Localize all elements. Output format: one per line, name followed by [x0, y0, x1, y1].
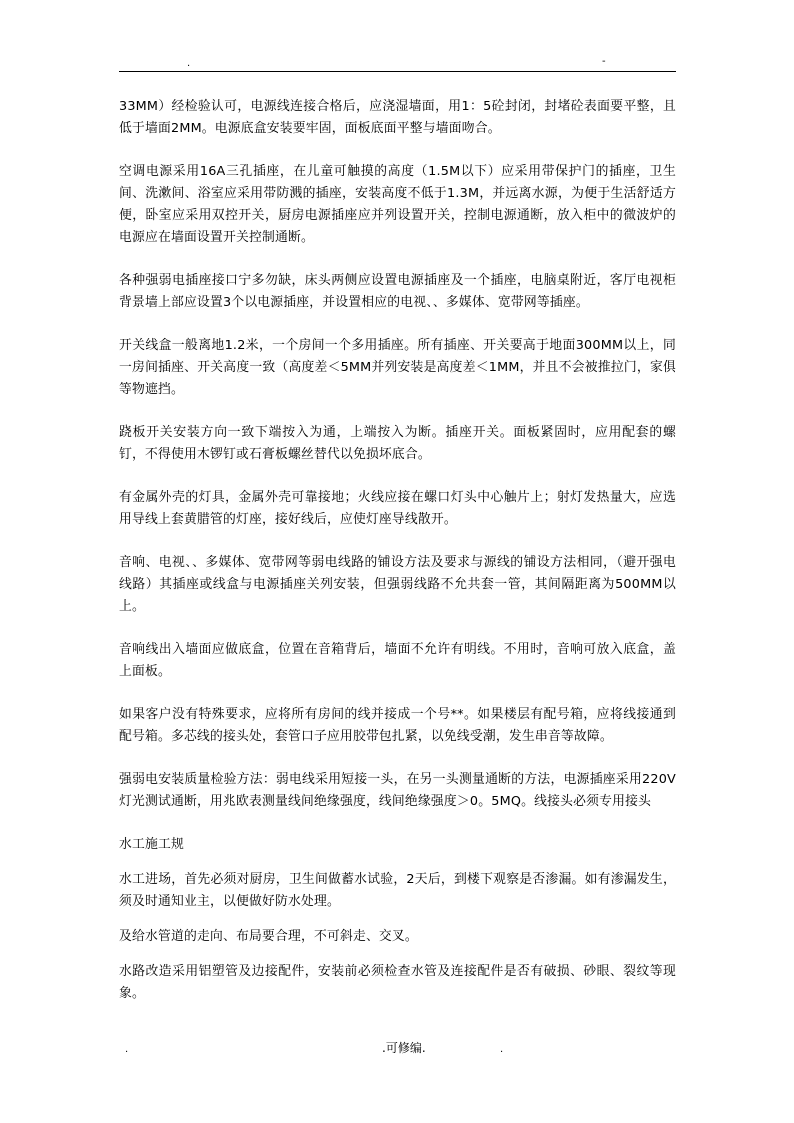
header-rule — [119, 71, 676, 72]
paragraph-8: 音响线出入墙面应做底盒，位置在音箱背后，墙面不允许有明线。不用时，音响可放入底盒，盖上面板。 — [119, 642, 676, 679]
header-right-mark: - — [602, 56, 606, 67]
paragraph-1: 33MM）经检验认可，电源线连接合格后，应浇湿墙面，用1：5砼封闭，封堵砼表面要平整，且低于墙面2MM。电源底盒安装要牢固，面板底面平整与墙面吻合。 — [119, 99, 676, 136]
paragraph-5: 跷板开关安装方向一致下端按入为通，上端按入为断。插座开关。面板紧固时，应用配套的螺钉，不得使用木锣钉或石膏板螺丝替代以免损坏底合。 — [119, 425, 676, 462]
paragraph-2: 空调电源采用16A三孔插座，在儿童可触摸的高度（1.5M以下）应采用带保护门的插座，卫生间、洗漱间、浴室应采用带防溅的插座，安装高度不低于1.3M，并远离水源，为便于生活舒适方便，卧室应采用双控开关，厨房电源插座应并列设置开关，控制电源通断，放入柜中的微波炉的电源应在墙面设置开关控制通断。 — [119, 164, 676, 245]
paragraph-6: 有金属外壳的灯具，金属外壳可靠接地；火线应接在螺口灯头中心触片上；射灯发热量大，应选用导线上套黄腊管的灯座，接好线后，应使灯座导线散开。 — [119, 490, 676, 527]
paragraph-3: 各种强弱电插座接口宁多勿缺，床头两侧应设置电源插座及一个插座，电脑桌附近，客厅电视柜背景墙上部应设置3个以电源插座，并设置相应的电视、、多媒体、宽带网等插座。 — [119, 273, 676, 310]
section-heading: 水工施工规 — [119, 837, 184, 852]
paragraph-13: 水路改造采用铝塑管及边接配件，安装前必须检查水管及连接配件是否有破损、砂眼、裂纹等现象。 — [119, 964, 676, 1001]
footer-left-mark: . — [125, 1044, 129, 1055]
paragraph-4: 开关线盒一般离地1.2米，一个房间一个多用插座。所有插座、开关要高于地面300MM以上，同一房间插座、开关高度一致（高度差＜5MM并列安装是高度差＜1MM，并且不会被推拉门，家俱等物遮挡。 — [119, 338, 676, 397]
paragraph-10: 强弱电安装质量检验方法：弱电线采用短接一头，在另一头测量通断的方法，电源插座采用220V灯光测试通断，用兆欧表测量线间绝缘强度，线间绝缘强度＞0。5MQ。线接头必须专用接头 — [119, 772, 676, 809]
paragraph-12: 及给水管道的走向、布局要合理，不可斜走、交叉。 — [119, 929, 418, 944]
footer-right-mark: . — [500, 1044, 504, 1055]
header-left-mark: . — [187, 58, 191, 69]
footer-text: .可修编. — [382, 1041, 426, 1055]
paragraph-11: 水工进场，首先必须对厨房，卫生间做蓄水试验，2天后，到楼下观察是否渗漏。如有渗漏发生，须及时通知业主，以便做好防水处理。 — [119, 872, 676, 909]
paragraph-7: 音响、电视、、多媒体、宽带网等弱电线路的铺设方法及要求与源线的铺设方法相同，（避开强电线路）其插座或线盒与电源插座关列安装，但强弱线路不允共套一管，其间隔距离为500MM以上。 — [119, 555, 676, 614]
paragraph-9: 如果客户没有特殊要求，应将所有房间的线并接成一个号**。如果楼层有配号箱，应将线接通到配号箱。多芯线的接头处，套管口子应用胶带包扎紧，以免线受潮，发生串音等故障。 — [119, 707, 676, 744]
document-body — [119, 96, 676, 1005]
